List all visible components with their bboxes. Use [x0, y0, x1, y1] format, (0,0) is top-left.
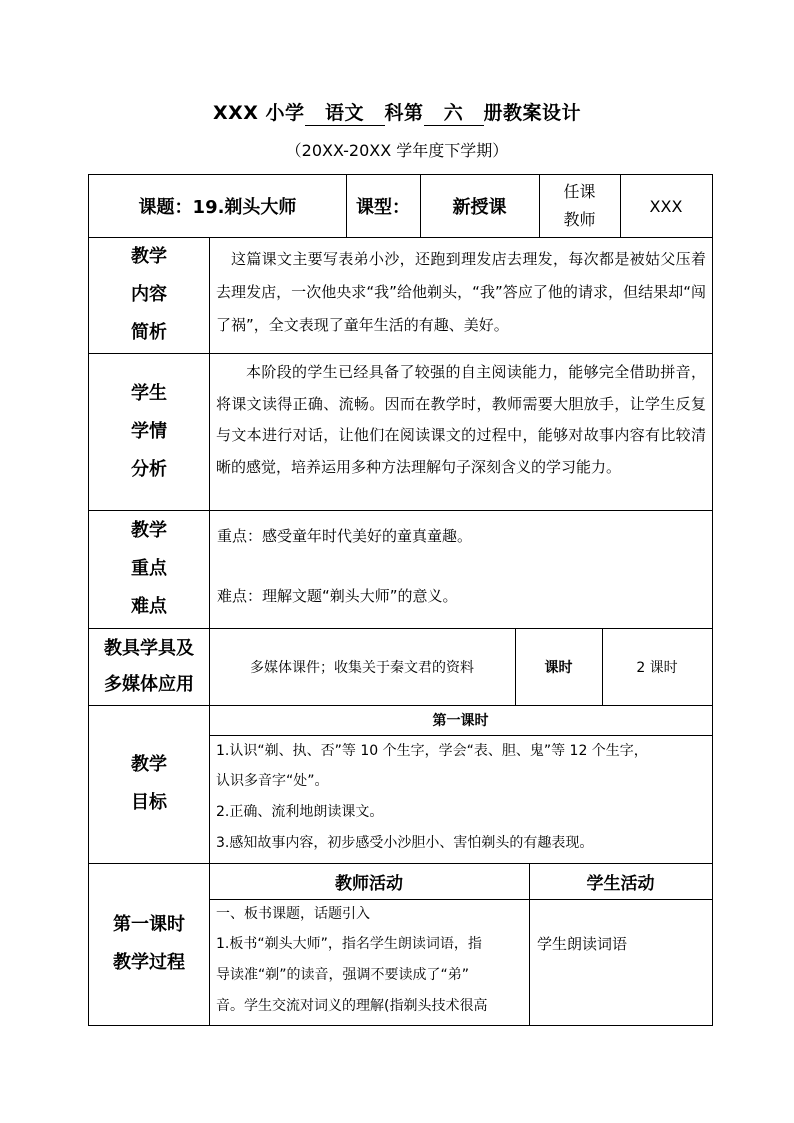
goals-label [89, 705, 209, 863]
process-label [89, 863, 209, 1025]
teacher-label-1: 任课 [563, 182, 596, 201]
teacher-label [539, 175, 620, 237]
goal-item: 1.认识“剃、执、否”等 10 个生字，学会“表、胆、鬼”等 12 个生字， [216, 743, 648, 759]
teacher-value: XXX [649, 196, 683, 216]
teacher-label-2: 教师 [563, 210, 596, 229]
subject-blank: 语文 [305, 98, 385, 126]
difficulty-text: 难点：理解文题“剃头大师”的意义。 [217, 587, 458, 605]
teacher-activity-line: 1.板书“剃头大师”，指名学生朗读词语，指 [216, 936, 482, 952]
keypoints-label-2: 重点 [131, 558, 167, 579]
type-label: 课型： [356, 197, 410, 218]
keypoints-label [89, 510, 209, 628]
analysis-label-2: 学情 [131, 420, 167, 442]
ke-di-text: 科第 [384, 102, 424, 124]
topic-label: 课题： [138, 197, 193, 218]
media-label [89, 628, 209, 705]
type-value: 新授课 [452, 197, 507, 218]
analysis-label [89, 353, 209, 510]
teacher-activity-header: 教师活动 [335, 873, 403, 894]
summary-label-3: 简析 [131, 322, 167, 343]
goals-label-2: 目标 [131, 792, 167, 813]
analysis-label-1: 学生 [131, 382, 167, 404]
teacher-activity-line: 一、板书课题，话题引入 [216, 906, 370, 922]
process-label-1: 第一课时 [113, 914, 185, 935]
teacher-activity-line: 音。学生交流对词义的理解(指剃头技术很高 [216, 998, 488, 1014]
school-name: XXX 小学 [212, 102, 305, 124]
media-text: 多媒体课件；收集关于秦文君的资料 [250, 659, 474, 676]
term-subtitle: （20XX-20XX 学年度下学期） [285, 141, 509, 160]
process-label-2: 教学过程 [113, 952, 185, 973]
topic-value: 19.剃头大师 [192, 197, 297, 218]
analysis-label-3: 分析 [131, 458, 167, 480]
student-activity-header: 学生活动 [586, 873, 655, 894]
topic-cell [89, 175, 346, 237]
summary-label-2: 内容 [131, 284, 167, 305]
focus-text: 重点：感受童年时代美好的童真童趣。 [217, 527, 473, 545]
hours-label: 课时 [544, 659, 573, 676]
document-title [0, 98, 794, 126]
goal-item: 2.正确、流利地朗读课文。 [216, 804, 384, 820]
media-label-1: 教具学具及 [104, 637, 194, 659]
summary-label [89, 237, 209, 353]
teacher-activity-line: 导读准“剃”的读音，强调不要读成了“弟” [216, 967, 470, 983]
keypoints-label-1: 教学 [131, 520, 167, 541]
goals-label-1: 教学 [131, 754, 167, 775]
goal-item: 认识多音字“处”。 [216, 773, 329, 789]
analysis-text: 本阶段的学生已经具备了较强的自主阅读能力，能够完全借助拼音，将课文读得正确、流畅。因而在教学时，教师需要大胆放手，让学生反复与文本进行对话，让他们在阅读课文的过程中，能够对故事内容有比较清晰的感觉，培养运用多种方法理解句子深刻含义的学习能力。 [216, 363, 706, 476]
keypoints-label-3: 难点 [131, 596, 167, 617]
summary-label-1: 教学 [131, 246, 167, 267]
lesson-plan-table [88, 174, 713, 1026]
row-divider [209, 899, 712, 900]
goals-section-title: 第一课时 [432, 713, 489, 729]
media-label-2: 多媒体应用 [104, 673, 194, 695]
hours-value: 2 课时 [636, 659, 678, 676]
title-suffix: 册教案设计 [483, 102, 582, 124]
summary-text: 这篇课文主要写表弟小沙，还跑到理发店去理发，每次都是被姑父压着去理发店，一次他央求“我”给他剃头，“我”答应了他的请求，但结果却“闯了祸”，全文表现了童年生活的有趣、美好。 [216, 250, 706, 334]
row-divider [209, 735, 712, 736]
grade-blank: 六 [424, 98, 484, 126]
student-activity-text: 学生朗读词语 [537, 935, 628, 953]
goal-item: 3.感知故事内容，初步感受小沙胆小、害怕剃头的有趣表现。 [216, 835, 594, 851]
